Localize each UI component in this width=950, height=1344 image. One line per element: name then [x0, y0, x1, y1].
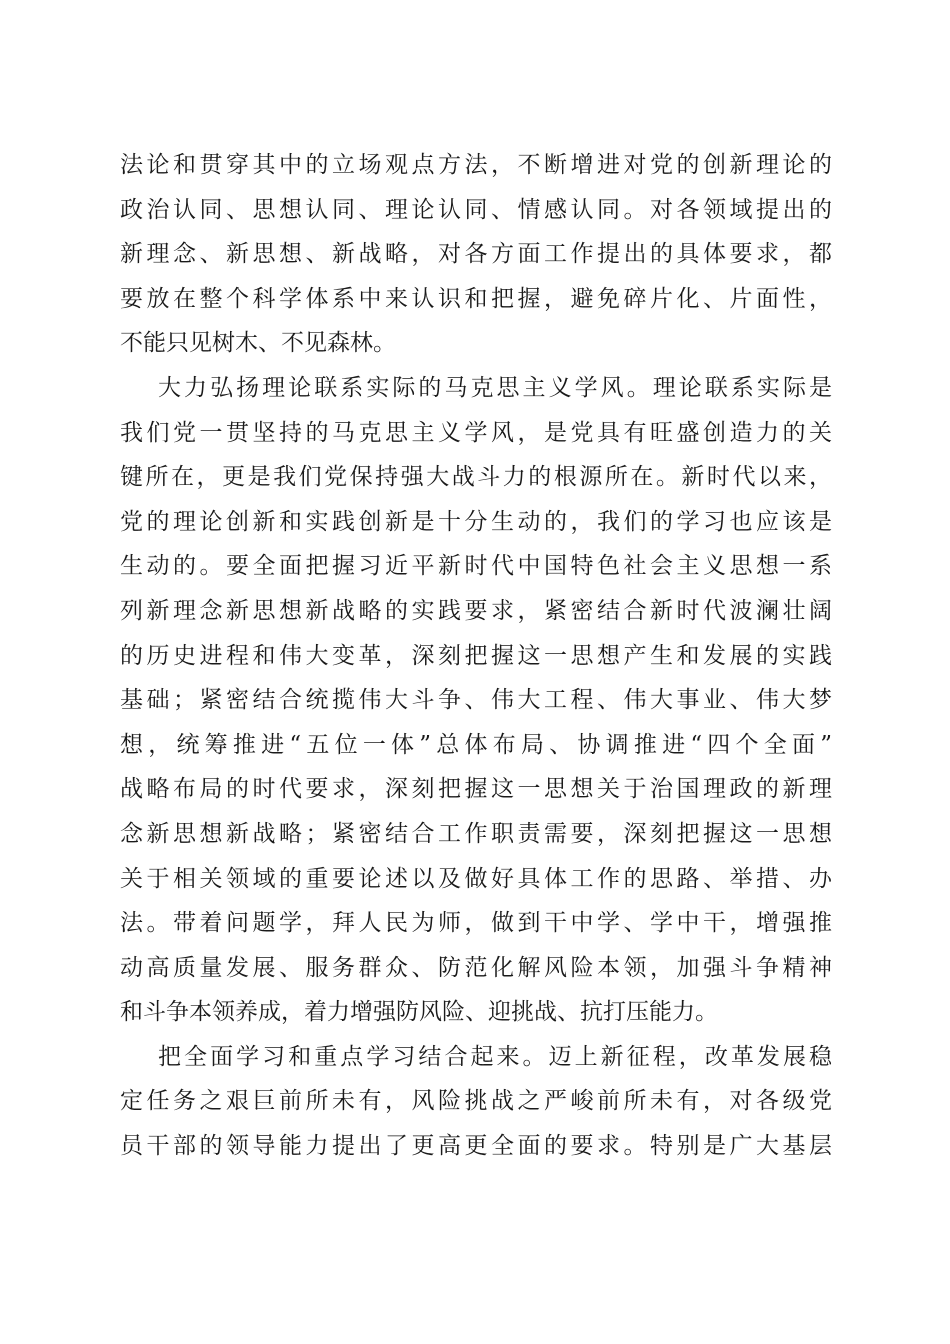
- text-line: 大力弘扬理论联系实际的马克思主义学风。理论联系实际是: [158, 374, 832, 401]
- text-line: 列新理念新思想新战略的实践要求，紧密结合新时代波澜壮阔: [120, 597, 832, 624]
- text-line: 员干部的领导能力提出了更高更全面的要求。特别是广大基层: [120, 1133, 832, 1160]
- paragraph: [120, 1035, 832, 1169]
- body-text: [120, 143, 832, 1169]
- text-line: 生动的。要全面把握习近平新时代中国特色社会主义思想一系: [120, 553, 832, 580]
- paragraph: [120, 143, 832, 366]
- text-line: 想，统筹推进“五位一体”总体布局、协调推进“四个全面”: [120, 731, 832, 758]
- text-line: 把全面学习和重点学习结合起来。迈上新征程，改革发展稳: [158, 1043, 832, 1070]
- text-line: 法。带着问题学，拜人民为师，做到干中学、学中干，增强推: [120, 910, 832, 937]
- text-line: 战略布局的时代要求，深刻把握这一思想关于治国理政的新理: [120, 776, 832, 803]
- text-line: 法论和贯穿其中的立场观点方法，不断增进对党的创新理论的: [120, 152, 832, 178]
- text-line: 念新思想新战略；紧密结合工作职责需要，深刻把握这一思想: [120, 820, 832, 847]
- text-line: 我们党一贯坚持的马克思主义学风，是党具有旺盛创造力的关: [120, 419, 832, 446]
- text-line: 关于相关领域的重要论述以及做好具体工作的思路、举措、办: [120, 865, 832, 892]
- text-line: 要放在整个科学体系中来认识和把握，避免碎片化、片面性，: [120, 285, 832, 312]
- text-line: 政治认同、思想认同、理论认同、情感认同。对各领域提出的: [120, 196, 832, 223]
- text-line: 党的理论创新和实践创新是十分生动的，我们的学习也应该是: [120, 508, 832, 535]
- text-line: 动高质量发展、服务群众、防范化解风险本领，加强斗争精神: [120, 954, 832, 981]
- text-line: 的历史进程和伟大变革，深刻把握这一思想产生和发展的实践: [120, 642, 832, 669]
- text-line: 键所在，更是我们党保持强大战斗力的根源所在。新时代以来，: [120, 464, 832, 491]
- text-line: 基础；紧密结合统揽伟大斗争、伟大工程、伟大事业、伟大梦: [120, 687, 832, 714]
- text-line: 定任务之艰巨前所未有，风险挑战之严峻前所未有，对各级党: [120, 1088, 832, 1115]
- paragraph: [120, 366, 832, 1035]
- text-line: 和斗争本领养成，着力增强防风险、迎挑战、抗打压能力。: [120, 999, 718, 1026]
- text-line: 不能只见树木、不见森林。: [120, 330, 396, 357]
- text-line: 新理念、新思想、新战略，对各方面工作提出的具体要求，都: [120, 241, 832, 268]
